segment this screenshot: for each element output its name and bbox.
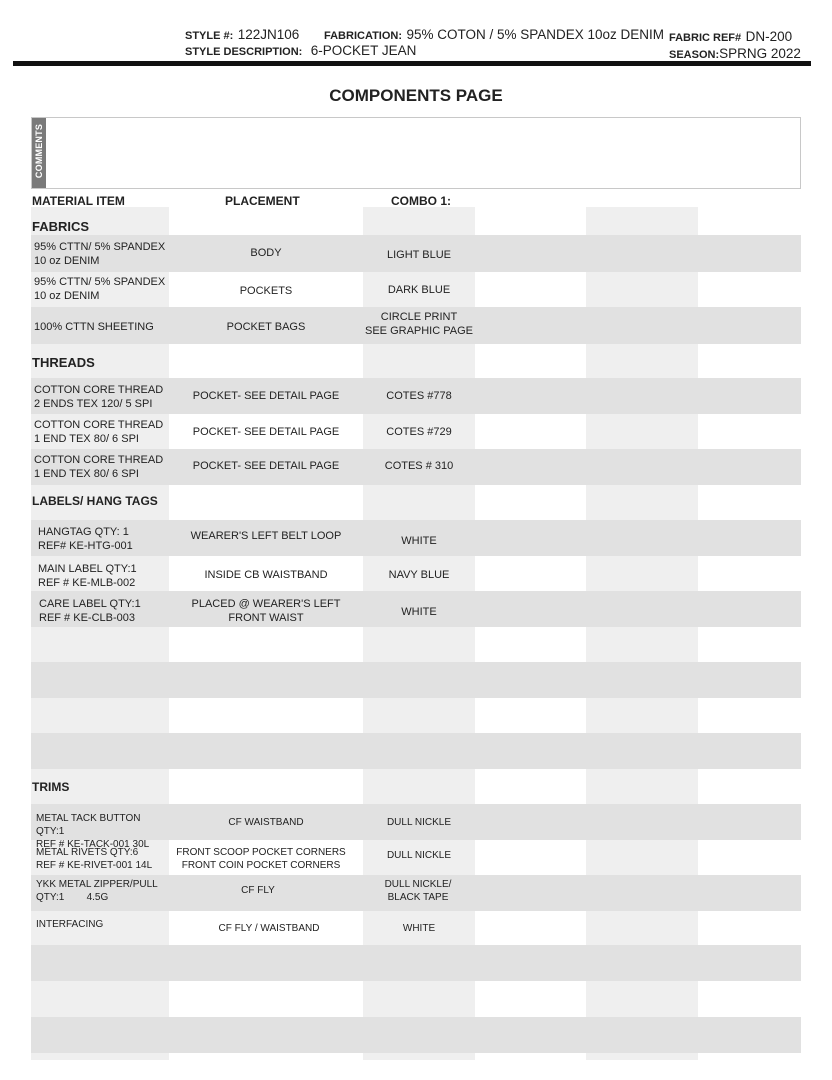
thread-item (34, 418, 169, 446)
placement-line: POCKET BAGS (226, 321, 306, 333)
style-description-label: STYLE DESCRIPTION: (185, 46, 303, 58)
section-labels: LABELS/ HANG TAGS (32, 494, 158, 508)
label-combo (363, 534, 475, 548)
style-description-value: 6-POCKET JEAN (310, 43, 417, 58)
item-line: QTY:1 4.5G (36, 892, 109, 903)
combo-line: CIRCLE PRINT (380, 311, 458, 323)
trim-combo (363, 922, 475, 935)
trim-item (36, 918, 171, 931)
item-line: MAIN LABEL QTY:1 (38, 563, 137, 575)
trim-placement (162, 884, 354, 897)
combo-line: DULL NICKLE (386, 850, 452, 861)
placement-line: WEARER'S LEFT BELT LOOP (190, 530, 342, 542)
fabric-placement (170, 284, 362, 298)
placement-line: POCKET- SEE DETAIL PAGE (192, 390, 340, 402)
item-line: 1 END TEX 80/ 6 SPI (34, 433, 139, 445)
item-line: REF # KE-RIVET-001 14L (36, 860, 153, 871)
placement-line: POCKET- SEE DETAIL PAGE (192, 460, 340, 472)
combo-line: COTES #729 (386, 426, 452, 438)
label-item (38, 562, 173, 590)
item-line: REF # KE-TACK-001 30L (36, 839, 150, 850)
trim-placement (173, 922, 365, 935)
fabric-ref (669, 28, 792, 46)
combo-line: WHITE (401, 606, 437, 618)
fabric-ref-label: FABRIC REF# (669, 32, 742, 44)
label-item (38, 525, 173, 553)
fabric-ref-value: DN-200 (745, 29, 793, 44)
style-number-label: STYLE #: (185, 30, 234, 42)
item-line: INTERFACING (36, 919, 104, 930)
item-line: REF# KE-HTG-001 (38, 540, 133, 552)
comments-box[interactable] (31, 117, 801, 189)
placement-line: CF FLY / WAISTBAND (218, 923, 320, 934)
season-value: SPRNG 2022 (719, 46, 801, 61)
fabric-combo (363, 283, 475, 297)
section-fabrics: FABRICS (32, 219, 90, 234)
trim-placement (170, 816, 362, 829)
combo-line: LIGHT BLUE (387, 249, 451, 261)
style-description (185, 42, 416, 60)
item-line: COTTON CORE THREAD (34, 384, 164, 396)
trim-combo (363, 816, 475, 829)
thread-combo (363, 389, 475, 403)
style-number-value: 122JN106 (237, 27, 300, 42)
item-line: 10 oz DENIM (34, 290, 100, 302)
placement-line: BODY (250, 247, 282, 259)
placement-line: FRONT WAIST (228, 612, 304, 624)
item-line: COTTON CORE THREAD (34, 454, 164, 466)
column-header-combo: COMBO 1: (391, 194, 451, 208)
row-band (31, 733, 801, 769)
placement-line: INSIDE CB WAISTBAND (204, 569, 328, 581)
item-line: 95% CTTN/ 5% SPANDEX (34, 241, 166, 253)
label-combo (363, 605, 475, 619)
fabric-placement (170, 320, 362, 334)
item-line: 2 ENDS TEX 120/ 5 SPI (34, 398, 153, 410)
row-band (31, 662, 801, 698)
label-item (39, 597, 174, 625)
thread-item (34, 383, 169, 411)
fabrication-label: FABRICATION: (324, 30, 403, 42)
fabric-combo (363, 248, 475, 262)
thread-combo (363, 459, 475, 473)
section-threads: THREADS (32, 355, 95, 370)
thread-placement (170, 389, 362, 403)
placement-line: FRONT SCOOP POCKET CORNERS (176, 847, 346, 858)
trim-combo (362, 878, 474, 904)
combo-line: DULL NICKLE (386, 817, 452, 828)
combo-line: SEE GRAPHIC PAGE (365, 325, 473, 337)
placement-line: CF FLY (241, 885, 275, 896)
thread-placement (170, 459, 362, 473)
label-placement (170, 568, 362, 582)
comments-tab (32, 118, 46, 188)
item-line: REF # KE-CLB-003 (39, 612, 135, 624)
combo-line: WHITE (402, 923, 436, 934)
fabric-placement (170, 246, 362, 260)
section-trims: TRIMS (32, 780, 70, 794)
page-title: COMPONENTS PAGE (329, 86, 503, 105)
label-combo (363, 568, 475, 582)
item-line: 1 END TEX 80/ 6 SPI (34, 468, 139, 480)
item-line: REF # KE-MLB-002 (38, 577, 136, 589)
item-line: METAL TACK BUTTON QTY:1 (36, 813, 141, 837)
fabric-item (34, 240, 169, 268)
item-line: HANGTAG QTY: 1 (38, 526, 129, 538)
fabric-item (34, 275, 169, 303)
label-placement (170, 597, 362, 625)
trim-item (36, 878, 171, 904)
fabric-item (34, 320, 169, 334)
placement-line: POCKETS (239, 285, 293, 297)
column-header-placement: PLACEMENT (225, 194, 300, 208)
placement-line: CF WAISTBAND (228, 817, 304, 828)
item-line: YKK METAL ZIPPER/PULL (36, 879, 158, 890)
row-band (31, 1017, 801, 1053)
item-line: 95% CTTN/ 5% SPANDEX (34, 276, 166, 288)
fabric-combo (363, 310, 475, 338)
placement-line: PLACED @ WEARER'S LEFT (191, 598, 341, 610)
thread-item (34, 453, 169, 481)
item-line: COTTON CORE THREAD (34, 419, 164, 431)
season-label: SEASON: (669, 49, 720, 61)
item-line: METAL RIVETS QTY:6 (36, 847, 139, 858)
header-rule (13, 61, 811, 66)
placement-line: POCKET- SEE DETAIL PAGE (192, 426, 340, 438)
fabrication-value: 95% COTON / 5% SPANDEX 10oz DENIM (406, 27, 665, 42)
trim-placement (165, 846, 357, 872)
combo-line: WHITE (401, 535, 437, 547)
trim-combo (363, 849, 475, 862)
placement-line: FRONT COIN POCKET CORNERS (181, 860, 341, 871)
combo-line: BLACK TAPE (387, 892, 449, 903)
item-line: CARE LABEL QTY:1 (39, 598, 141, 610)
combo-line: COTES # 310 (384, 460, 454, 472)
trim-item (36, 846, 171, 872)
item-line: 10 oz DENIM (34, 255, 100, 267)
item-line: 100% CTTN SHEETING (34, 321, 154, 333)
thread-combo (363, 425, 475, 439)
comments-label: COMMENTS (34, 123, 44, 179)
combo-line: NAVY BLUE (388, 569, 450, 581)
combo-line: DULL NICKLE/ (384, 879, 452, 890)
label-placement (170, 529, 362, 543)
row-band (31, 945, 801, 981)
column-header-material: MATERIAL ITEM (32, 194, 125, 208)
thread-placement (170, 425, 362, 439)
combo-line: DARK BLUE (387, 284, 451, 296)
combo-line: COTES #778 (386, 390, 452, 402)
